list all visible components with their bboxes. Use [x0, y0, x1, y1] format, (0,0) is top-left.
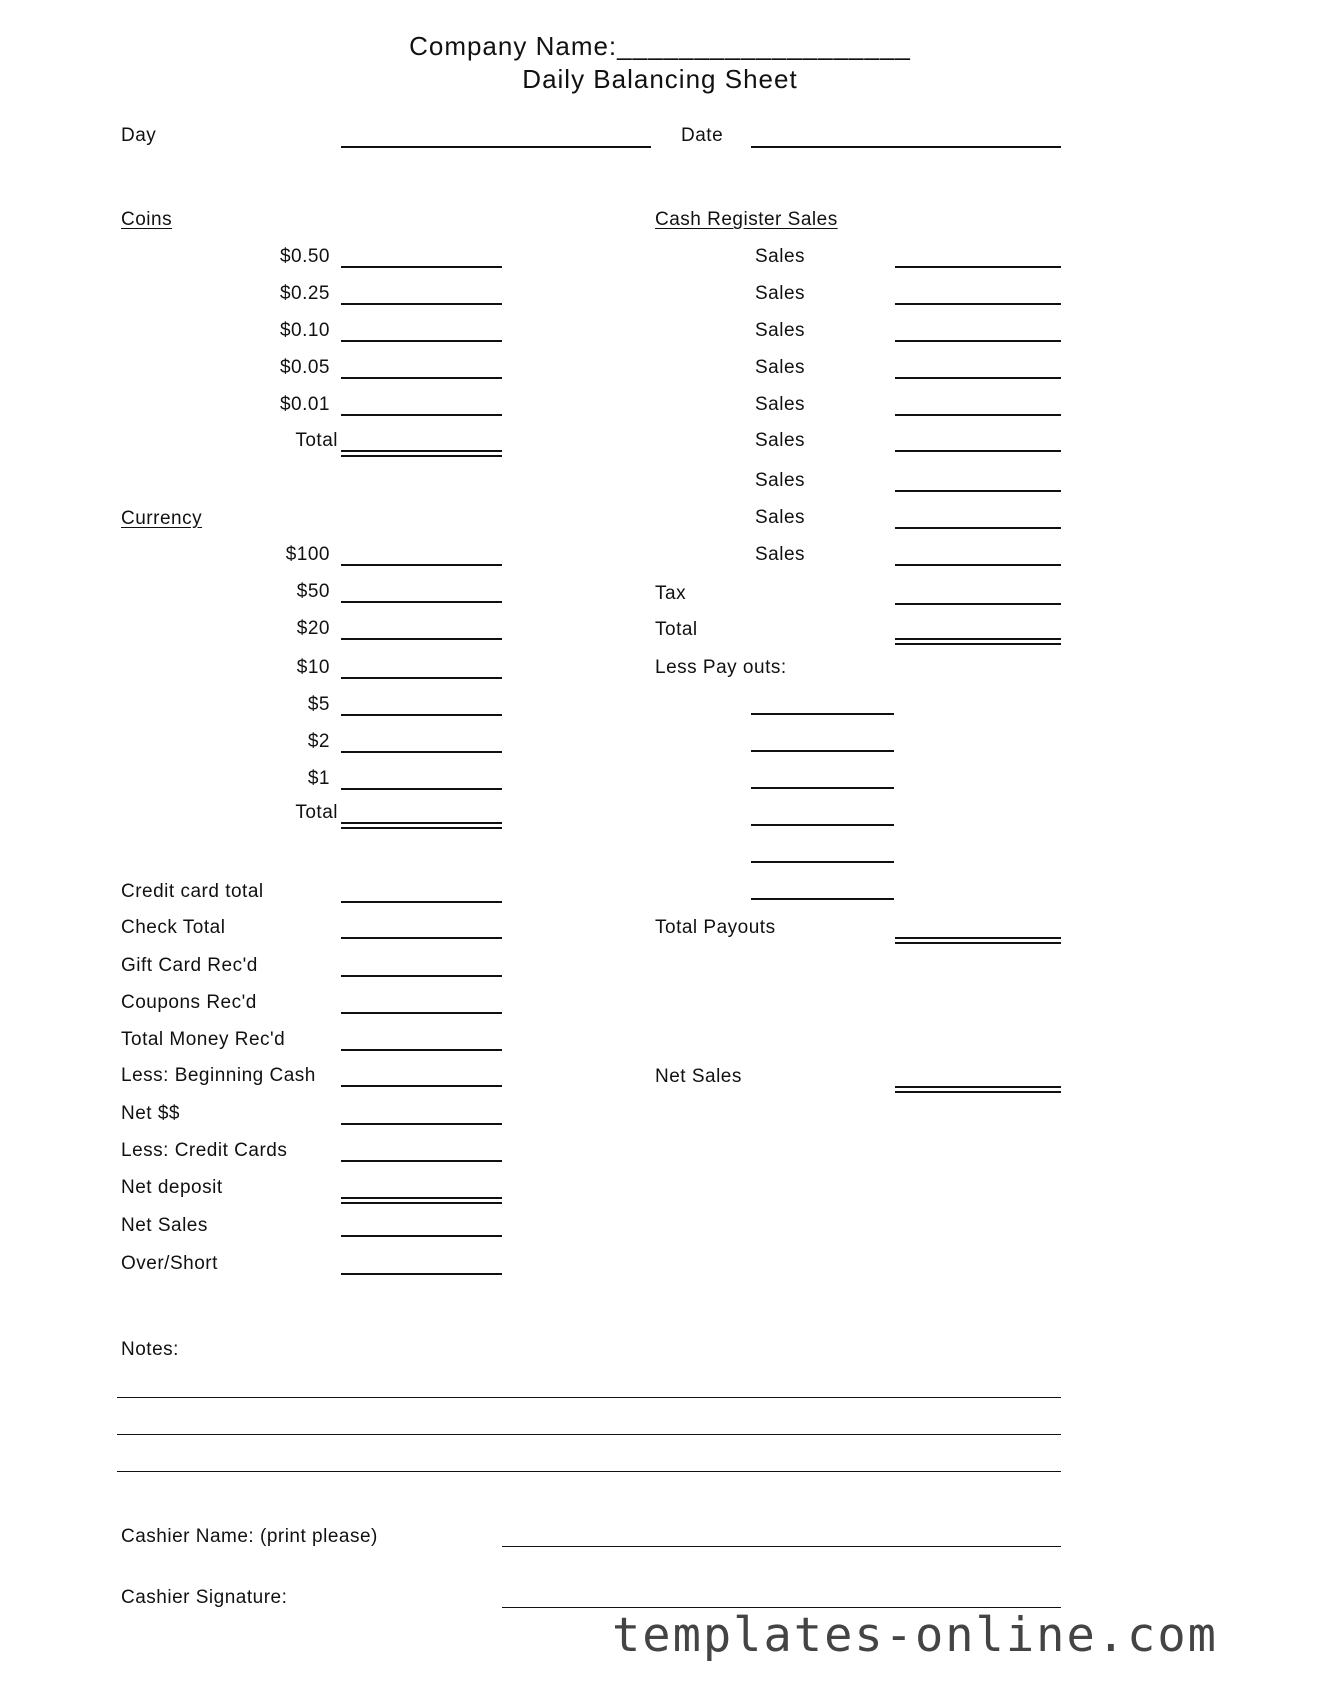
sales-label: Sales [755, 283, 806, 304]
coin-denomination-label: $0.01 [279, 394, 330, 415]
currency-amount-field[interactable] [341, 638, 502, 640]
sales-field[interactable] [895, 527, 1061, 529]
money-row-label: Net Sales [121, 1215, 208, 1236]
date-field[interactable] [751, 146, 1061, 148]
currency-denomination-label: $100 [285, 544, 330, 565]
coin-amount-field[interactable] [341, 303, 502, 305]
sales-field[interactable] [895, 414, 1061, 416]
currency-total-field[interactable] [341, 822, 502, 829]
money-row-field[interactable] [341, 1049, 502, 1051]
net-sales-summary-label: Net Sales [655, 1066, 742, 1087]
money-row-field[interactable] [341, 1197, 502, 1204]
notes-line[interactable] [117, 1471, 1061, 1472]
currency-amount-field[interactable] [341, 564, 502, 566]
register-total-field[interactable] [895, 638, 1061, 645]
sales-label: Sales [755, 430, 806, 451]
currency-denomination-label: $1 [307, 768, 330, 789]
coin-denomination-label: $0.50 [279, 246, 330, 267]
register-total-label: Total [655, 619, 698, 640]
payouts-label: Less Pay outs: [655, 657, 787, 678]
net-sales-summary-field[interactable] [895, 1086, 1061, 1093]
coin-amount-field[interactable] [341, 266, 502, 268]
payout-field[interactable] [751, 898, 894, 900]
money-row-field[interactable] [341, 937, 502, 939]
sales-field[interactable] [895, 266, 1061, 268]
sales-field[interactable] [895, 377, 1061, 379]
money-row-field[interactable] [341, 901, 502, 903]
currency-denomination-label: $2 [307, 731, 330, 752]
currency-amount-field[interactable] [341, 677, 502, 679]
currency-denomination-label: $5 [307, 694, 330, 715]
money-row-label: Net deposit [121, 1177, 223, 1198]
currency-heading: Currency [121, 508, 203, 529]
money-row-label: Gift Card Rec'd [121, 955, 258, 976]
sales-field[interactable] [895, 564, 1061, 566]
cashier-name-field[interactable] [502, 1546, 1061, 1547]
payout-field[interactable] [751, 713, 894, 715]
sales-field[interactable] [895, 340, 1061, 342]
money-row-label: Less: Beginning Cash [121, 1065, 316, 1086]
currency-amount-field[interactable] [341, 788, 502, 790]
day-field[interactable] [341, 146, 651, 148]
sales-label: Sales [755, 246, 806, 267]
money-row-field[interactable] [341, 1235, 502, 1237]
notes-line[interactable] [117, 1434, 1061, 1435]
coin-amount-field[interactable] [341, 414, 502, 416]
coin-denomination-label: $0.10 [279, 320, 330, 341]
sales-label: Sales [755, 507, 806, 528]
notes-line[interactable] [117, 1397, 1061, 1398]
sales-label: Sales [755, 357, 806, 378]
page-title: Daily Balancing Sheet [522, 64, 798, 94]
money-row-field[interactable] [341, 975, 502, 977]
day-label: Day [121, 125, 157, 146]
money-row-label: Credit card total [121, 881, 264, 902]
money-row-label: Total Money Rec'd [121, 1029, 286, 1050]
sales-field[interactable] [895, 303, 1061, 305]
coins-total-field[interactable] [341, 450, 502, 457]
currency-denomination-label: $10 [296, 657, 330, 678]
coin-amount-field[interactable] [341, 377, 502, 379]
total-payouts-field[interactable] [895, 937, 1061, 944]
money-row-field[interactable] [341, 1160, 502, 1162]
currency-total-label: Total [295, 802, 338, 823]
tax-label: Tax [655, 583, 687, 604]
payout-field[interactable] [751, 824, 894, 826]
sales-label: Sales [755, 320, 806, 341]
money-row-field[interactable] [341, 1273, 502, 1275]
money-row-field[interactable] [341, 1012, 502, 1014]
company-name-heading: Company Name:___________________ [409, 31, 911, 61]
cashier-name-label: Cashier Name: (print please) [121, 1526, 378, 1547]
currency-amount-field[interactable] [341, 601, 502, 603]
sales-label: Sales [755, 544, 806, 565]
register-heading: Cash Register Sales [655, 209, 838, 230]
notes-label: Notes: [121, 1339, 179, 1360]
money-row-label: Coupons Rec'd [121, 992, 257, 1013]
payout-field[interactable] [751, 861, 894, 863]
payout-field[interactable] [751, 787, 894, 789]
sales-label: Sales [755, 394, 806, 415]
date-label: Date [681, 125, 724, 146]
money-row-label: Check Total [121, 917, 226, 938]
money-row-label: Over/Short [121, 1253, 218, 1274]
coin-denomination-label: $0.25 [279, 283, 330, 304]
currency-denomination-label: $20 [296, 618, 330, 639]
sales-label: Sales [755, 470, 806, 491]
currency-amount-field[interactable] [341, 714, 502, 716]
cashier-signature-label: Cashier Signature: [121, 1587, 288, 1608]
sales-field[interactable] [895, 450, 1061, 452]
sales-field[interactable] [895, 490, 1061, 492]
coins-total-label: Total [295, 430, 338, 451]
currency-amount-field[interactable] [341, 751, 502, 753]
total-payouts-label: Total Payouts [655, 917, 776, 938]
tax-field[interactable] [895, 603, 1061, 605]
money-row-field[interactable] [341, 1085, 502, 1087]
coin-amount-field[interactable] [341, 340, 502, 342]
money-row-field[interactable] [341, 1123, 502, 1125]
coins-heading: Coins [121, 209, 173, 230]
payout-field[interactable] [751, 750, 894, 752]
currency-denomination-label: $50 [296, 581, 330, 602]
money-row-label: Net $$ [121, 1103, 180, 1124]
watermark: templates-online.com [612, 1608, 1218, 1663]
coin-denomination-label: $0.05 [279, 357, 330, 378]
money-row-label: Less: Credit Cards [121, 1140, 288, 1161]
